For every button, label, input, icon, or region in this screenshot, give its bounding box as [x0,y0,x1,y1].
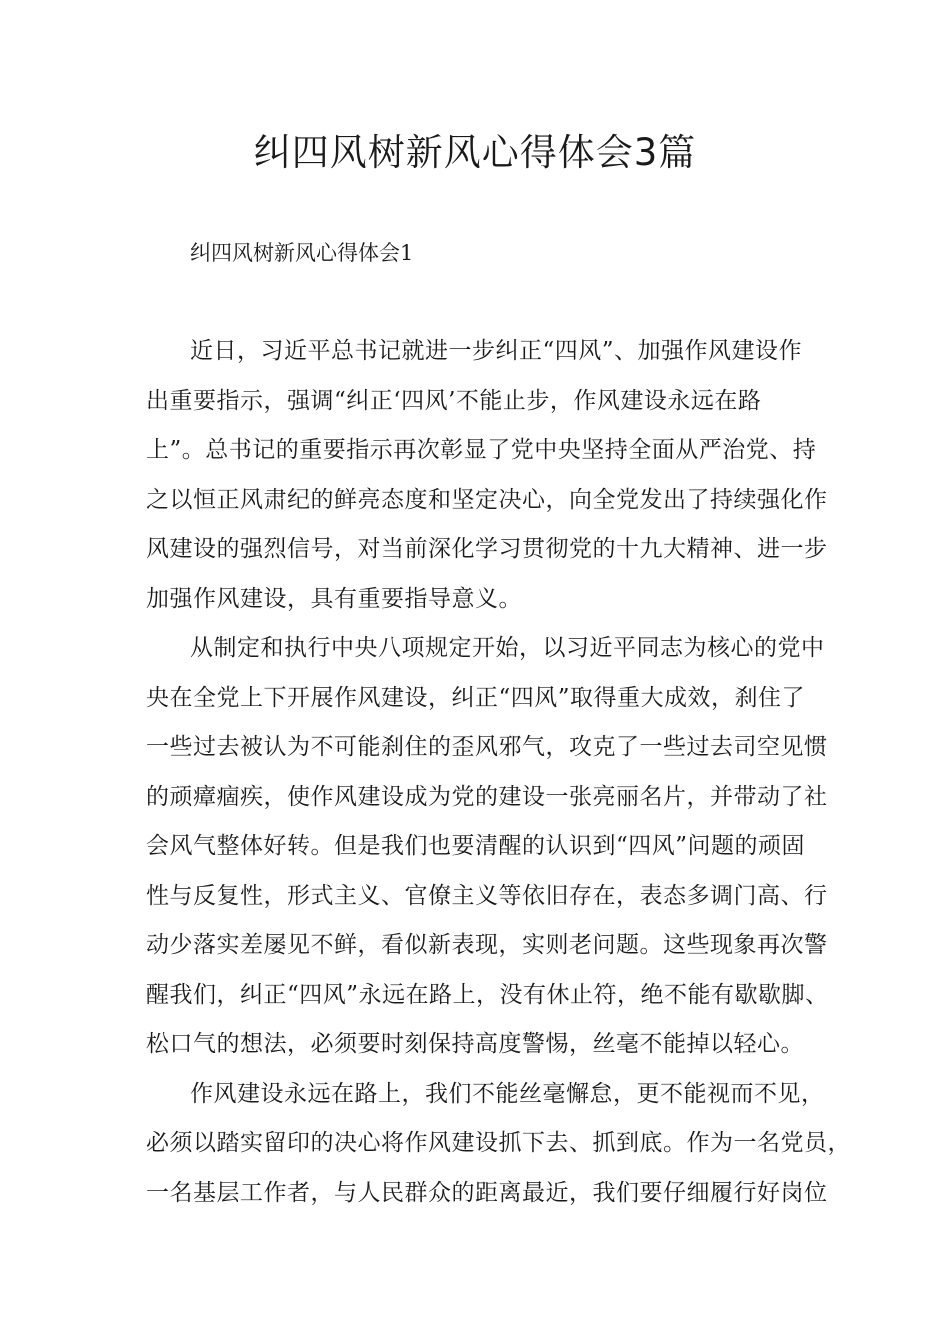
paragraph-line: 一名基层工作者，与人民群众的距离最近，我们要仔细履行好岗位 [146,1179,828,1206]
paragraph-line: 性与反复性，形式主义、官僚主义等依旧存在，表态多调门高、行 [146,882,828,909]
paragraph-line: 央在全党上下开展作风建设，纠正“四风”取得重大成效，刹住了 [146,684,806,711]
body-text [146,332,851,1223]
document-title: 纠四风树新风心得体会3篇 [253,131,697,174]
section-heading: 纠四风树新风心得体会1 [190,241,414,265]
paragraph-line: 动少落实差屡见不鲜，看似新表现，实则老问题。这些现象再次警 [146,932,828,958]
paragraph-line: 必须以踏实留印的决心将作风建设抓下去、抓到底。作为一名党员， [146,1130,851,1156]
paragraph-line: 加强作风建设，具有重要指导意义。 [146,585,522,612]
paragraph-line: 之以恒正风肃纪的鲜亮态度和坚定决心，向全党发出了持续强化作 [146,486,828,513]
paragraph-line: 上”。总书记的重要指示再次彰显了党中央坚持全面从严治党、持 [146,437,817,463]
paragraph-line: 风建设的强烈信号，对当前深化学习贯彻党的十九大精神、进一步 [146,536,828,562]
paragraph-line: 的顽瘴痼疾，使作风建设成为党的建设一张亮丽名片，并带动了社 [146,783,828,810]
paragraph-line: 一些过去被认为不可能刹住的歪风邪气，攻克了一些过去司空见惯 [146,734,828,760]
paragraph-line: 从制定和执行中央八项规定开始，以习近平同志为核心的党中 [190,635,825,661]
paragraph-line: 会风气整体好转。但是我们也要清醒的认识到“四风”问题的顽固 [146,833,806,859]
paragraph-line: 醒我们，纠正“四风”永远在路上，没有休止符，绝不能有歇歇脚、 [146,981,829,1008]
paragraph-line: 近日，习近平总书记就进一步纠正“四风”、加强作风建设作 [190,338,803,364]
paragraph-line: 松口气的想法，必须要时刻保持高度警惕，丝毫不能掉以轻心。 [146,1031,804,1057]
paragraph-line: 作风建设永远在路上，我们不能丝毫懈怠，更不能视而不见， [190,1080,825,1107]
paragraph-line: 出重要指示，强调“纠正‘四风’不能止步，作风建设永远在路 [146,387,762,414]
